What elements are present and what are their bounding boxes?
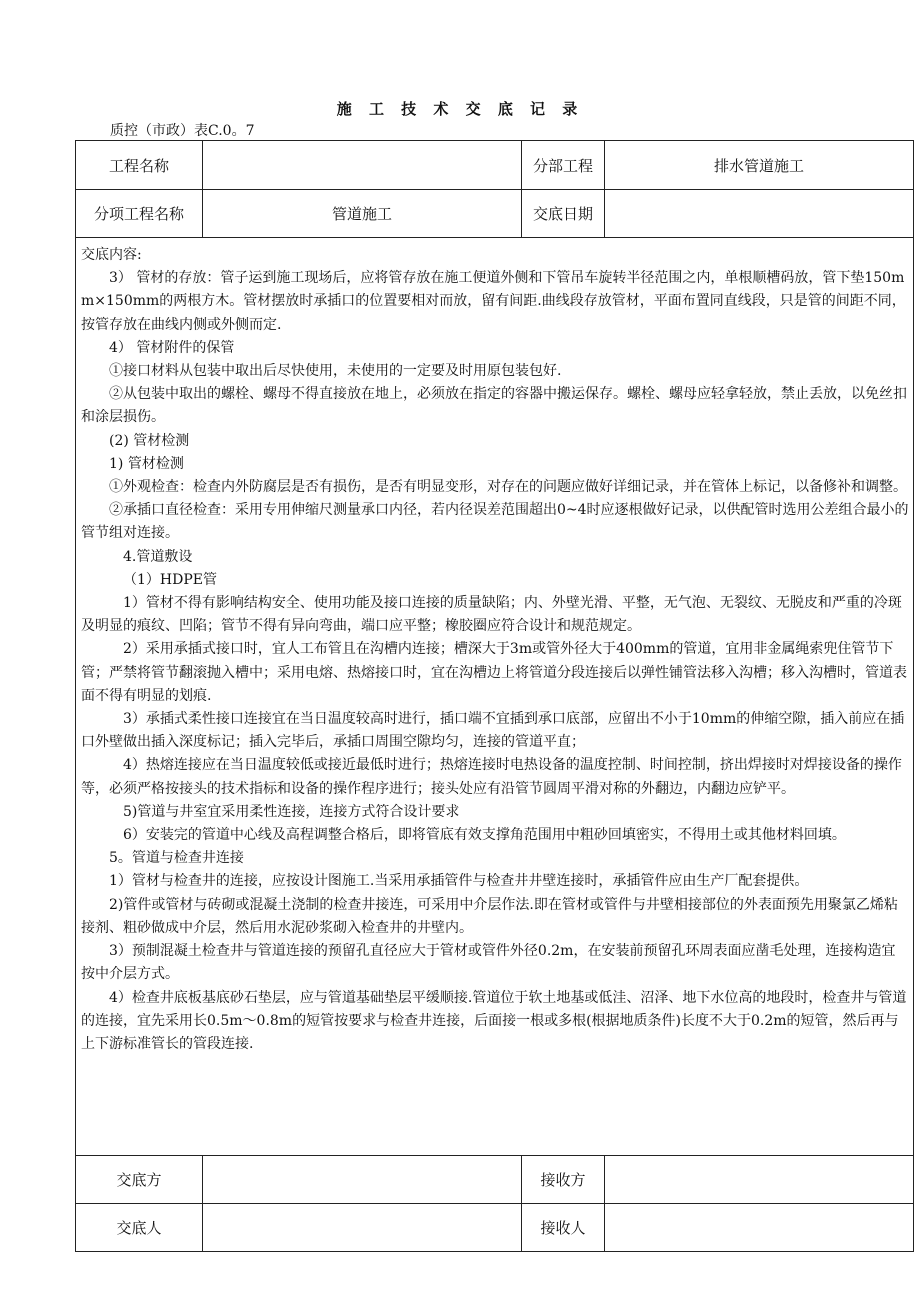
content-paragraph: 6）安装完的管道中心线及高程调整合格后，即将管底有效支撑角范围用中粗砂回填密实，不得用土或其他材料回填。 [123, 827, 846, 844]
subitem-label: 分项工程名称 [93, 205, 184, 223]
giver-value [203, 1156, 521, 1203]
content-paragraph: 3） 管材的存放：管子运到施工现场后，应将管存放在施工便道外侧和下管吊车旋转半径范围之内，单根顺槽码放，管下垫150mm×150mm的两根方木。管材摆放时承插口的位置要相对而放，留有间距.曲线段存放管材，平面布置同直线段，只是管的间距不同，按管存放在曲线内侧或外侧而定. [81, 270, 906, 333]
content-paragraph: （1）HDPE管 [123, 571, 217, 588]
form-code: 质控（市政）表C.0。7 [110, 123, 255, 139]
row-divider [76, 237, 913, 238]
disclosure-content [81, 244, 909, 1056]
division-label: 分部工程 [532, 156, 593, 175]
content-paragraph: 2）采用承插式接口时，宜人工布管且在沟槽内连接；槽深大于3m或管外径大于400mm的管道，宜用非金属绳索兜住管节下管；严禁将管节翻滚抛入槽中；采用电熔、热熔接口时，宜在沟槽边上将管道分段连接后以弹性铺管法移入沟槽；移入沟槽时，管道表面不得有明显的划痕. [81, 641, 907, 704]
content-paragraph: 5)管道与井室宜采用柔性连接，连接方式符合设计要求 [123, 803, 460, 820]
content-paragraph: 4）检查井底板基底砂石垫层，应与管道基础垫层平缓顺接.管道位于软土地基或低洼、沼泽、地下水位高的地段时，检查井与管道的连接，宜先采用长0.5m～0.8m的短管按要求与检查井连接，后面接一根或多根(根据地质条件)长度不大于0.2m的短管，然后再与上下游标准管长的管段连接. [81, 989, 907, 1052]
content-heading: 交底内容: [81, 247, 142, 263]
content-paragraph: 3）承插式柔性接口连接宜在当日温度较高时进行，插口端不宜插到承口底部，应留出不小于10mm的伸缩空隙，插入前应在插口外壁做出插入深度标记；插入完毕后，承插口周围空隙均匀，连接的管道平直； [81, 711, 905, 751]
giver-person-label: 交底人 [116, 1219, 162, 1237]
content-paragraph: 4）热熔连接应在当日温度较低或接近最低时进行；热熔连接时电热设备的温度控制、时间控制，挤出焊接时对焊接设备的操作等，必须严格按接头的技术指标和设备的操作程序进行；接头处应有沿管节圆周平滑对称的外翻边，内翻边应铲平。 [81, 757, 902, 797]
division-value: 排水管道施工 [713, 156, 804, 175]
content-paragraph: 1）管材与检查井的连接，应按设计图施工.当采用承插管件与检查井井壁连接时，承插管件应由生产厂配套提供。 [109, 873, 809, 890]
content-paragraph: 3）预制混凝土检查井与管道连接的预留孔直径应大于管材或管件外径0.2m，在安装前预留孔环周表面应凿毛处理，连接构造宜按中介层方式。 [81, 943, 896, 983]
record-table [75, 140, 914, 1252]
date-label: 交底日期 [532, 205, 593, 223]
content-paragraph: 4） 管材附件的保管 [109, 339, 235, 356]
subitem-value: 管道施工 [331, 205, 392, 223]
receiver-value [605, 1156, 913, 1203]
content-paragraph: 2)管件或管材与砖砌或混凝土浇制的检查井接连，可采用中介层作法.即在管材或管件与井壁相接部位的外表面预先用聚氯乙烯粘接剂、粗砂做成中介层，然后用水泥砂浆砌入检查井的井壁内。 [81, 896, 898, 936]
date-value [605, 190, 913, 237]
giver-label: 交底方 [116, 1171, 162, 1189]
content-paragraph: ②承插口直径检查：采用专用伸缩尺测量承口内径，若内径误差范围超出0~4时应逐根做好记录，以供配管时选用公差组合最小的管节组对连接。 [81, 502, 909, 542]
receiver-person-label: 接收人 [540, 1219, 586, 1237]
project-name-label: 工程名称 [108, 156, 169, 175]
project-name-value [203, 141, 521, 189]
document-title: 施 工 技 术 交 底 记 录 [336, 100, 584, 118]
content-paragraph: 1）管材不得有影响结构安全、使用功能及接口连接的质量缺陷；内、外壁光滑、平整，无气泡、无裂纹、无脱皮和严重的冷斑及明显的痕纹、凹陷；管节不得有异向弯曲，端口应平整；橡胶圈应符合设计和规范规定。 [81, 595, 902, 635]
content-paragraph: ①外观检查：检查内外防腐层是否有损伤，是否有明显变形，对存在的问题应做好详细记录，并在管体上标记，以备修补和调整。 [109, 479, 907, 496]
content-paragraph: 1) 管材检测 [109, 455, 184, 472]
giver-person-value [203, 1204, 521, 1251]
content-paragraph: (2) 管材检测 [109, 432, 190, 449]
receiver-label: 接收方 [540, 1171, 586, 1189]
content-paragraph: ②从包装中取出的螺栓、螺母不得直接放在地上，必须放在指定的容器中搬运保存。螺栓、螺母应轻拿轻放，禁止丢放，以免丝扣和涂层损伤。 [81, 386, 907, 426]
content-paragraph: ①接口材料从包装中取出后尽快使用，未使用的一定要及时用原包装包好. [109, 363, 562, 380]
content-paragraph: 5。管道与检查井连接 [109, 850, 244, 867]
receiver-person-value [605, 1204, 913, 1251]
content-paragraph: 4.管道敷设 [123, 548, 193, 565]
